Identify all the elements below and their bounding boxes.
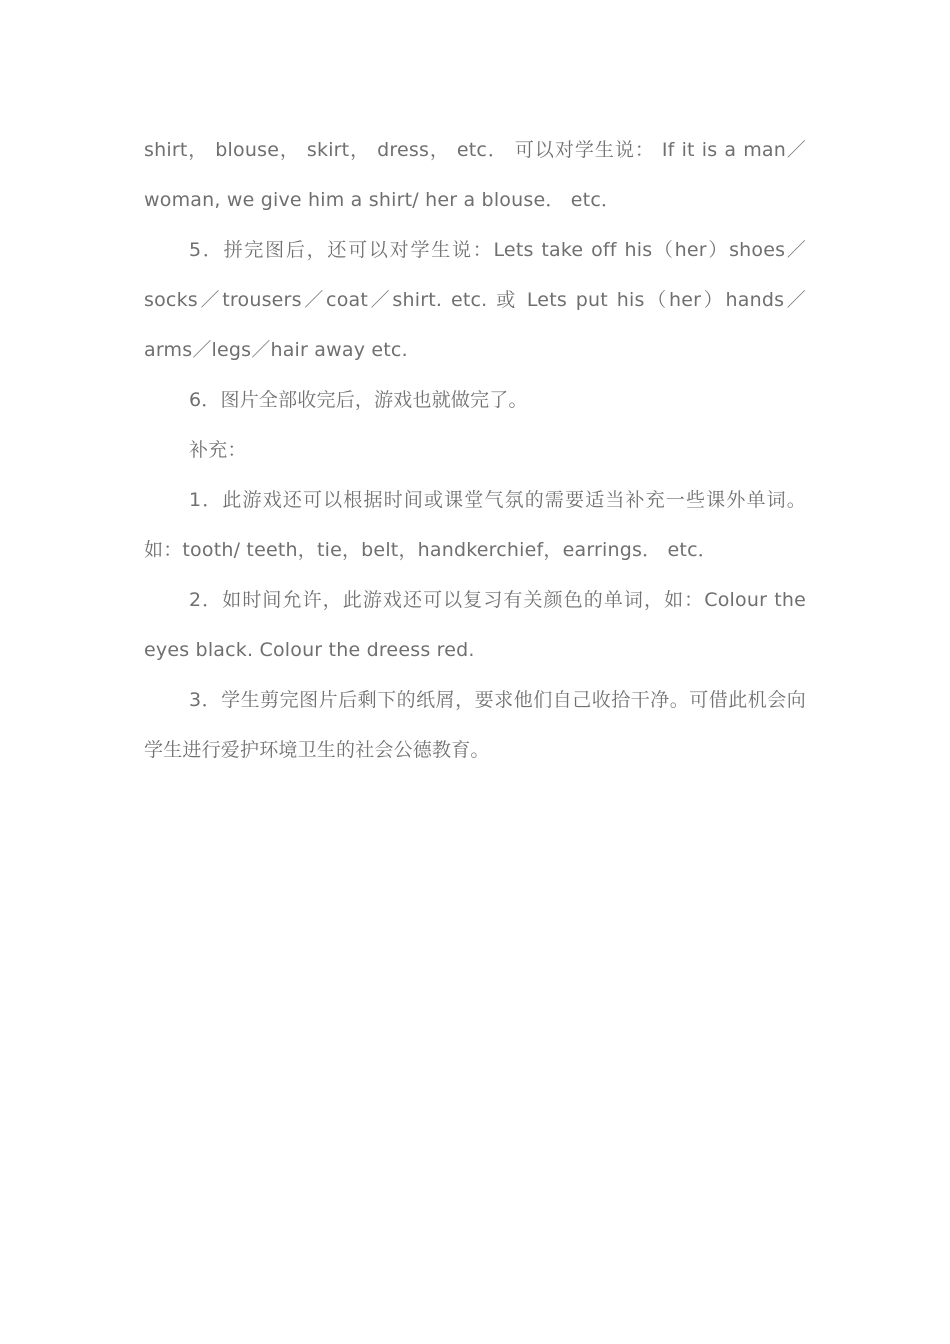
paragraph-supplement-1: 1．此游戏还可以根据时间或课堂气氛的需要适当补充一些课外单词。如：tooth/ teeth，tie，belt，handkerchief，earrings． etc．: [144, 489, 806, 561]
paragraph-step-6: 6．图片全部收完后，游戏也就做完了。: [189, 389, 528, 411]
document-body: [144, 125, 806, 775]
paragraph-supplement-3: 3．学生剪完图片后剩下的纸屑，要求他们自己收拾干净。可借此机会向学生进行爱护环境卫生的社会公德教育。: [144, 689, 806, 761]
paragraph-supplement-2: 2．如时间允许，此游戏还可以复习有关颜色的单词，如：Colour the eyes black. Colour the dreess red.: [144, 589, 806, 661]
paragraph-step-5: 5．拼完图后，还可以对学生说：Lets take off his（her）shoes／socks／trousers／coat／shirt. etc. 或 Lets put his（her）hands／arms／legs／hair away etc.: [144, 239, 806, 361]
paragraph-supplement-heading: 补充：: [189, 439, 247, 461]
paragraph-clothing-continuation: shirt， blouse， skirt， dress， etc． 可以对学生说： If it is a man／woman, we give him a shirt/ her a blouse． etc．: [144, 139, 806, 211]
